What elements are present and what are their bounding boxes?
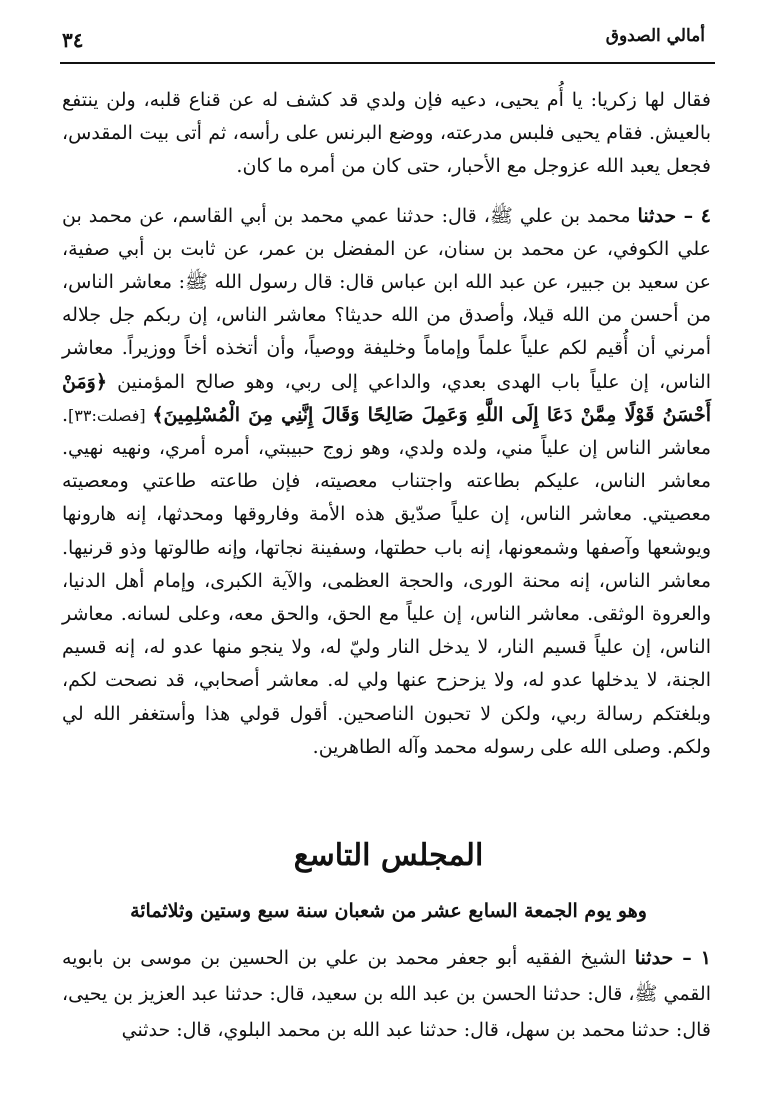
hadith-4-lead: ٤ – حدثنا — [637, 204, 712, 227]
running-title: أمالي الصدوق — [605, 26, 705, 46]
hadith-1-text: الشيخ الفقيه أبو جعفر محمد بن علي بن الحسين بن موسى بن بابويه القمي ﷺ، قال: حدثنا الحسن بن عبد الله بن سعيد، قال: حدثنا عبد العزيز بن يحيى، قال: حدثنا محمد بن سهل، قال: حدثنا عبد الله بن محمد البلوي، قال: حدثني — [62, 947, 711, 1041]
chapter-text-block — [62, 940, 711, 1048]
chapter-title: المجلس التاسع — [293, 838, 484, 873]
paragraph-2 — [62, 200, 711, 764]
page-number: ٣٤ — [62, 28, 84, 52]
chapter-subtitle: وهو يوم الجمعة السابع عشر من شعبان سنة سبع وستين وثلاثمائة — [130, 900, 647, 922]
main-text-block — [62, 84, 711, 764]
quran-verse: ﴿وَمَنْ أَحْسَنُ قَوْلًا مِمَّنْ دَعَا إِلَى اللَّهِ وَعَمِلَ صَالِحًا وَقَالَ إِنَّنِي مِنَ الْمُسْلِمِينَ﴾ — [62, 370, 712, 426]
paragraph-3 — [62, 940, 711, 1048]
hadith-4-text: محمد بن علي ﷺ، قال: حدثنا عمي محمد بن أبي القاسم، عن محمد بن علي الكوفي، عن محمد بن سنان، عن المفضل بن عمر، عن ثابت بن أبي صفية، عن سعيد بن جبير، عن عبد الله ابن عباس قال: قال رسول الله ﷺ: معاشر الناس، من أحسن من الله قيلا، وأصدق من الله حديثا؟ معاشر الناس، إن ربكم جل جلاله أمرني أن أُقيم لكم علياً علماً وإماماً وخليفة ووصياً، وأن أتخذه أخاً ووزيراً. معاشر الناس، إن علياً باب الهدى بعدي، والداعي إلى ربي، وهو صالح المؤمنين — [62, 204, 711, 393]
paragraph-1-text: فقال لها زكريا: يا أُم يحيى، دعيه فإن ولدي قد كشف له عن قناع قلبه، ولن ينتفع بالعيش. فقام يحيى فلبس مدرعته، ووضع البرنس على رأسه، ثم أتى بيت المقدس، فجعل يعبد الله عزوجل مع الأحبار، حتى كان من أمره ما كان. — [62, 89, 711, 178]
paragraph-gap — [62, 184, 711, 200]
verse-citation: [فصلت:٣٣] — [68, 405, 153, 425]
hadith-4-continuation: . معاشر الناس إن علياً مني، ولده ولدي، وهو زوج حبيبتي، أمره أمري، ونهيه نهيي. معاشر الناس، عليكم بطاعته واجتناب معصيته، فإن طاعته طاعتي ومعصيته معصيتي. معاشر الناس، إن علياً صدّيق هذه الأمة وفاروقها ومحدثها، إنه هارونها ويوشعها وآصفها وشمعونها، إنه باب حطتها، وسفينة نجاتها، وإنه طالوتها وذو قرنيها. معاشر الناس، إنه محنة الورى، والحجة العظمى، والآية الكبرى، وإمام أهل الدنيا، والعروة الوثقى. معاشر الناس، إن علياً مع الحق، والحق معه، وعلى لسانه. معاشر الناس، إن علياً قسيم النار، لا يدخل النار وليّ له، ولا ينجو منها عدو له، إنه قسيم الجنة، لا يدخلها عدو له، ولا يزحزح عنها ولي له. معاشر أصحابي، قد نصحت لكم، وبلغتكم رسالة ربي، ولكن لا تحبون الناصحين. أقول قولي هذا وأستغفر الله لي ولكم. وصلى الله على رسوله محمد وآله الطاهرين. — [62, 403, 711, 758]
paragraph-1 — [62, 84, 711, 184]
header-divider — [60, 62, 715, 64]
hadith-1-lead: ١ – حدثنا — [634, 947, 711, 969]
